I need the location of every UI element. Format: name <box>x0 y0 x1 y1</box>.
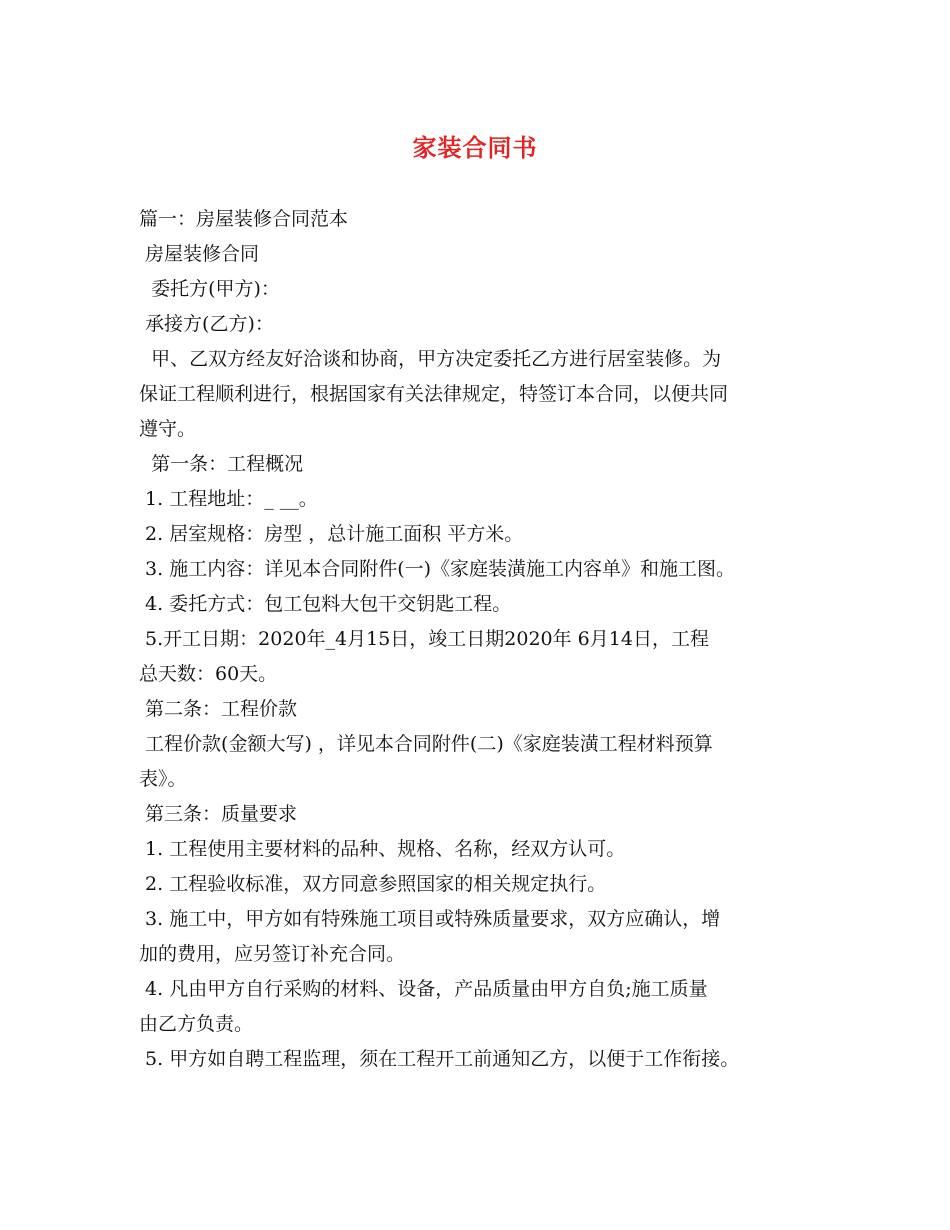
article-1-item-2: 2. 居室规格：房型 ，总计施工面积 平方米。 <box>139 523 524 545</box>
contract-name: 房屋装修合同 <box>139 243 260 265</box>
article-1-item-1: 1. 工程地址：_ __。 <box>139 488 318 510</box>
preamble-line-2: 保证工程顺利进行，根据国家有关法律规定，特签订本合同，以便共同 <box>139 383 729 405</box>
article-1-item-5-line-2: 总天数：60天。 <box>139 663 278 685</box>
article-3-item-2: 2. 工程验收标准，双方同意参照国家的相关规定执行。 <box>139 873 607 895</box>
party-b-label: 承接方(乙方)： <box>139 313 274 335</box>
article-3-heading: 第三条：质量要求 <box>139 803 298 825</box>
article-2-heading: 第二条：工程价款 <box>139 698 298 720</box>
article-3-item-4-line-1: 4. 凡由甲方自行采购的材料、设备，产品质量由甲方自负;施工质量 <box>139 978 708 1000</box>
article-1-item-4: 4. 委托方式：包工包料大包干交钥匙工程。 <box>139 593 512 615</box>
preamble-line-1: 甲、乙双方经友好洽谈和协商，甲方决定委托乙方进行居室装修。为 <box>139 348 722 370</box>
article-3-item-5: 5. 甲方如自聘工程监理，须在工程开工前通知乙方，以便于工作衔接。 <box>139 1048 740 1070</box>
article-1-heading: 第一条：工程概况 <box>139 453 304 475</box>
article-3-item-1: 1. 工程使用主要材料的品种、规格、名称，经双方认可。 <box>139 838 626 860</box>
article-3-item-3-line-1: 3. 施工中，甲方如有特殊施工项目或特殊质量要求，双方应确认，增 <box>139 908 721 930</box>
preamble-line-3: 遵守。 <box>139 418 197 440</box>
article-2-text-line-2: 表》。 <box>139 768 187 790</box>
article-3-item-4-line-2: 由乙方负责。 <box>139 1013 254 1035</box>
document-title: 家装合同书 <box>412 134 538 162</box>
article-1-item-5-line-1: 5.开工日期：2020年_4月15日，竣工日期2020年 6月14日，工程 <box>139 628 709 650</box>
document-body <box>139 202 815 1077</box>
article-1-item-3: 3. 施工内容：详见本合同附件(一)《家庭装潢施工内容单》和施工图。 <box>139 558 736 580</box>
article-3-item-3-line-2: 加的费用，应另签订补充合同。 <box>139 943 406 965</box>
section-heading-1: 篇一：房屋装修合同范本 <box>139 208 349 230</box>
article-2-text-line-1: 工程价款(金额大写) ，详见本合同附件(二)《家庭装潢工程材料预算 <box>139 733 713 755</box>
party-a-label: 委托方(甲方)： <box>139 278 280 300</box>
